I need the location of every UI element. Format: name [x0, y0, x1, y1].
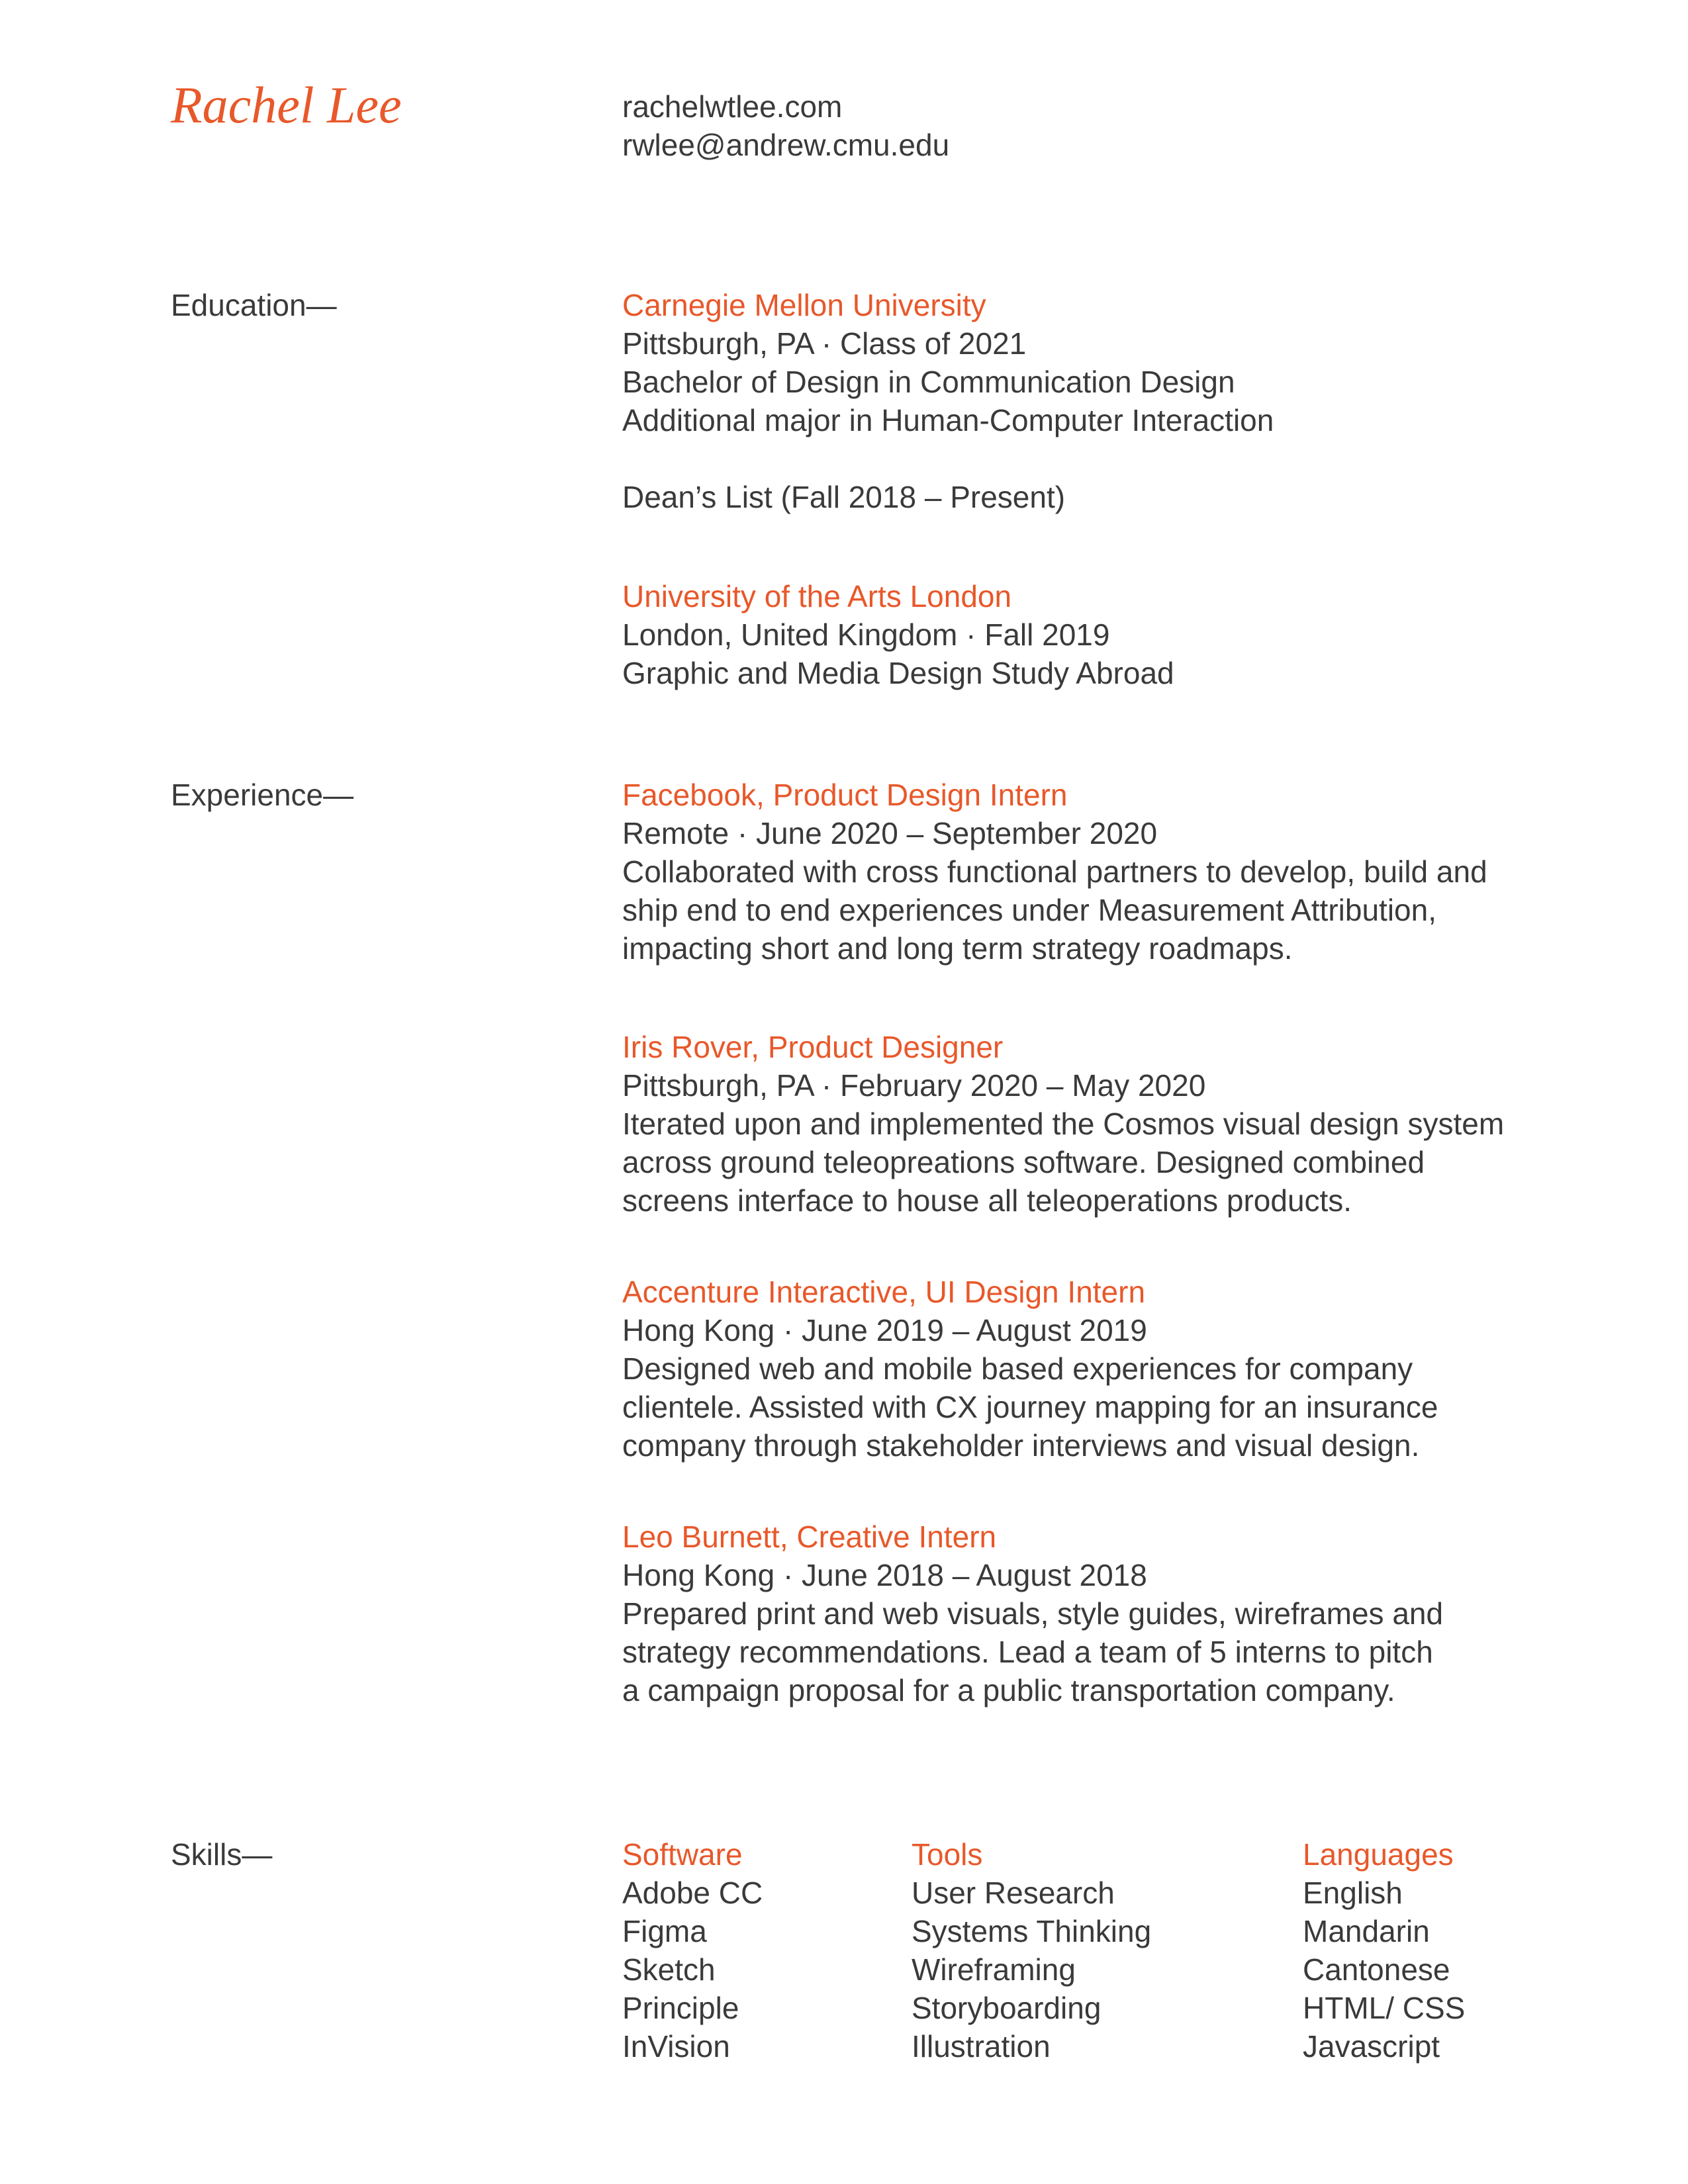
experience-entry-facebook: [622, 776, 1487, 968]
experience-line: ship end to end experiences under Measurement Attribution,: [622, 893, 1436, 927]
education-line: Graphic and Media Design Study Abroad: [622, 656, 1174, 690]
experience-title: Accenture Interactive, UI Design Intern: [622, 1275, 1146, 1309]
experience-line: Hong Kong · June 2018 – August 2018: [622, 1558, 1147, 1592]
education-school: Carnegie Mellon University: [622, 288, 986, 322]
experience-line: strategy recommendations. Lead a team of 5 interns to pitch: [622, 1635, 1433, 1669]
experience-line: a campaign proposal for a public transportation company.: [622, 1673, 1395, 1707]
education-line: London, United Kingdom · Fall 2019: [622, 617, 1110, 652]
education-honors: Dean’s List (Fall 2018 – Present): [622, 480, 1066, 514]
experience-entry-accenture: [622, 1273, 1438, 1465]
education-line: Pittsburgh, PA · Class of 2021: [622, 326, 1027, 361]
experience-line: Hong Kong · June 2019 – August 2019: [622, 1313, 1147, 1347]
skill-item: Mandarin: [1303, 1914, 1430, 1948]
education-entry-ual: [622, 577, 1174, 692]
skill-item: User Research: [912, 1876, 1115, 1910]
skill-item: Figma: [622, 1914, 707, 1948]
skills-column-tools: [912, 1835, 1151, 2066]
skill-item: Illustration: [912, 2029, 1051, 2064]
skill-item: English: [1303, 1876, 1403, 1910]
experience-section-label: Experience—: [171, 778, 354, 812]
experience-title: Facebook, Product Design Intern: [622, 778, 1068, 812]
experience-line: Collaborated with cross functional partners to develop, build and: [622, 854, 1487, 889]
education-section-label: Education—: [171, 288, 337, 322]
skill-item: Cantonese: [1303, 1952, 1450, 1987]
skill-item: HTML/ CSS: [1303, 1991, 1466, 2025]
education-line: Additional major in Human-Computer Interaction: [622, 403, 1274, 437]
experience-line: Pittsburgh, PA · February 2020 – May 2020: [622, 1068, 1206, 1103]
experience-line: company through stakeholder interviews and visual design.: [622, 1428, 1420, 1463]
skills-heading: Tools: [912, 1837, 983, 1872]
skill-item: Wireframing: [912, 1952, 1076, 1987]
skill-item: Principle: [622, 1991, 739, 2025]
website-link[interactable]: rachelwtlee.com: [622, 89, 843, 124]
experience-entry-leo-burnett: [622, 1518, 1443, 1709]
skills-column-languages: [1303, 1835, 1465, 2066]
skills-section-label: Skills—: [171, 1837, 273, 1872]
experience-line: screens interface to house all teleoperations products.: [622, 1183, 1352, 1218]
experience-line: impacting short and long term strategy roadmaps.: [622, 931, 1293, 966]
skills-heading: Software: [622, 1837, 743, 1872]
experience-line: Remote · June 2020 – September 2020: [622, 816, 1158, 850]
skills-column-software: [622, 1835, 763, 2066]
skill-item: InVision: [622, 2029, 730, 2064]
experience-line: clientele. Assisted with CX journey mapping for an insurance: [622, 1390, 1438, 1424]
skill-item: Adobe CC: [622, 1876, 763, 1910]
experience-line: Designed web and mobile based experiences for company: [622, 1351, 1413, 1386]
resume-name: Rachel Lee: [171, 76, 402, 134]
skill-item: Sketch: [622, 1952, 716, 1987]
skill-item: Systems Thinking: [912, 1914, 1152, 1948]
experience-line: Prepared print and web visuals, style guides, wireframes and: [622, 1596, 1444, 1631]
experience-line: Iterated upon and implemented the Cosmos visual design system: [622, 1107, 1505, 1141]
education-school: University of the Arts London: [622, 579, 1012, 614]
skill-item: Storyboarding: [912, 1991, 1102, 2025]
experience-title: Leo Burnett, Creative Intern: [622, 1520, 997, 1554]
education-line: Bachelor of Design in Communication Design: [622, 365, 1235, 399]
skills-heading: Languages: [1303, 1837, 1454, 1872]
experience-entry-iris-rover: [622, 1028, 1504, 1220]
skill-item: Javascript: [1303, 2029, 1440, 2064]
experience-title: Iris Rover, Product Designer: [622, 1030, 1004, 1064]
email-link[interactable]: rwlee@andrew.cmu.edu: [622, 128, 950, 162]
experience-line: across ground teleopreations software. Designed combined: [622, 1145, 1425, 1179]
education-entry-cmu: [622, 286, 1274, 439]
